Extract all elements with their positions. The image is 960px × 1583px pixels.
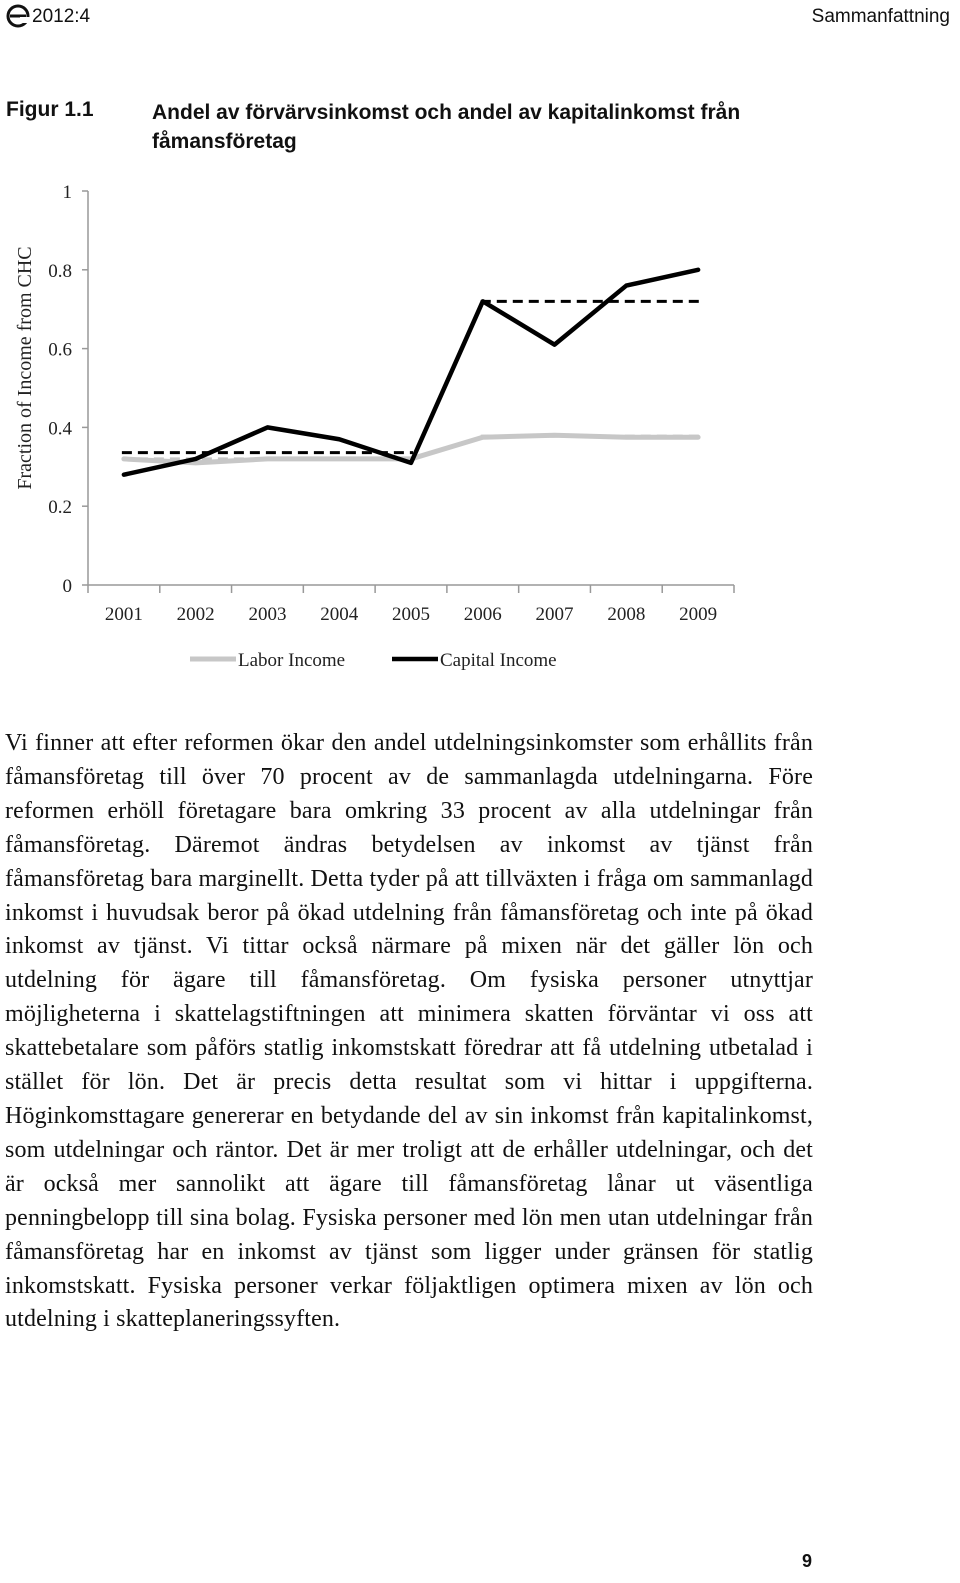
x-tick-label: 2001: [104, 604, 143, 625]
x-tick-label: 2005: [392, 604, 430, 625]
chart-lines: [122, 270, 700, 475]
body-paragraph: Vi finner att efter reformen ökar den andel utdelningsinkomster som erhållits från fåmansföretag till över 70 procent av de sammanlagda utdelningarna. Före reformen erhöll företagare bara omkring 33 procent av alla utdelningar från fåmansföretag. Däremot ändras betydelsen av inkomst av tjänst från fåmansföretag bara marginellt. Detta tyder på att tillväxten i fråga om sammanlagd inkomst i huvudsak beror på ökad utdelning från fåmansföretag och inte på ökad inkomst av tjänst. Vi tittar också närmare på mixen när det gäller lön och utdelning för ägare till fåmansföretag. Om fysiska personer utnyttjar möjligheterna i skattelagstiftningen att minimera skatten förväntar vi oss att skattebetalare som påförs statlig inkomstskatt föredrar att få utdelning utbetalad i stället för lön. Det är precis detta resultat som vi hittar i uppgifterna. Höginkomsttagare genererar en betydande del av sin inkomst från kapitalinkomst, som utdelningar och räntor. Det är mer troligt att de erhåller utdelningar, och det är också mer sannolikt att ägare till fåmansföretag lånar ut väsentliga penningbelopp till sina bolag. Fysiska personer med lön men utan utdelningar från fåmansföretag har en inkomst av tjänst som ligger under gränsen för statlig inkomstskatt. Fysiska personer verkar följaktligen optimera mixen av lön och utdelning i skatteplaneringssyften.: [5, 730, 813, 1333]
x-tick-label: 2007: [535, 604, 574, 625]
x-tick-label: 2006: [463, 604, 502, 625]
y-tick-label: 0.8: [48, 260, 72, 282]
x-tick-label: 2008: [607, 604, 646, 625]
header-issue: 2012:4: [32, 6, 91, 27]
x-tick-label: 2003: [248, 604, 287, 625]
legend-label: Capital Income: [440, 650, 557, 671]
y-tick-label: 1: [62, 182, 72, 203]
figure-title: Andel av förvärvsinkomst och andel av kapitalinkomst från fåmansföretag: [152, 101, 741, 153]
chart-legend: [190, 650, 557, 671]
header-section: Sammanfattning: [811, 6, 950, 27]
x-tick-label: 2009: [679, 604, 718, 625]
y-tick-label: 0.2: [48, 497, 72, 519]
x-tick-label: 2004: [320, 604, 359, 625]
x-tick-label: 2002: [176, 604, 215, 625]
y-tick-label: 0.4: [48, 418, 72, 440]
y-tick-label: 0: [62, 576, 72, 597]
legend-label: Labor Income: [238, 650, 346, 671]
line-chart: [0, 175, 960, 690]
page-number: 9: [801, 1551, 812, 1571]
chart-axes: [14, 182, 734, 625]
y-axis-title: Fraction of Income from CHC: [14, 246, 36, 490]
y-tick-label: 0.6: [48, 339, 72, 361]
figure-label: Figur 1.1: [6, 98, 94, 121]
e-logo-icon: [6, 4, 30, 33]
